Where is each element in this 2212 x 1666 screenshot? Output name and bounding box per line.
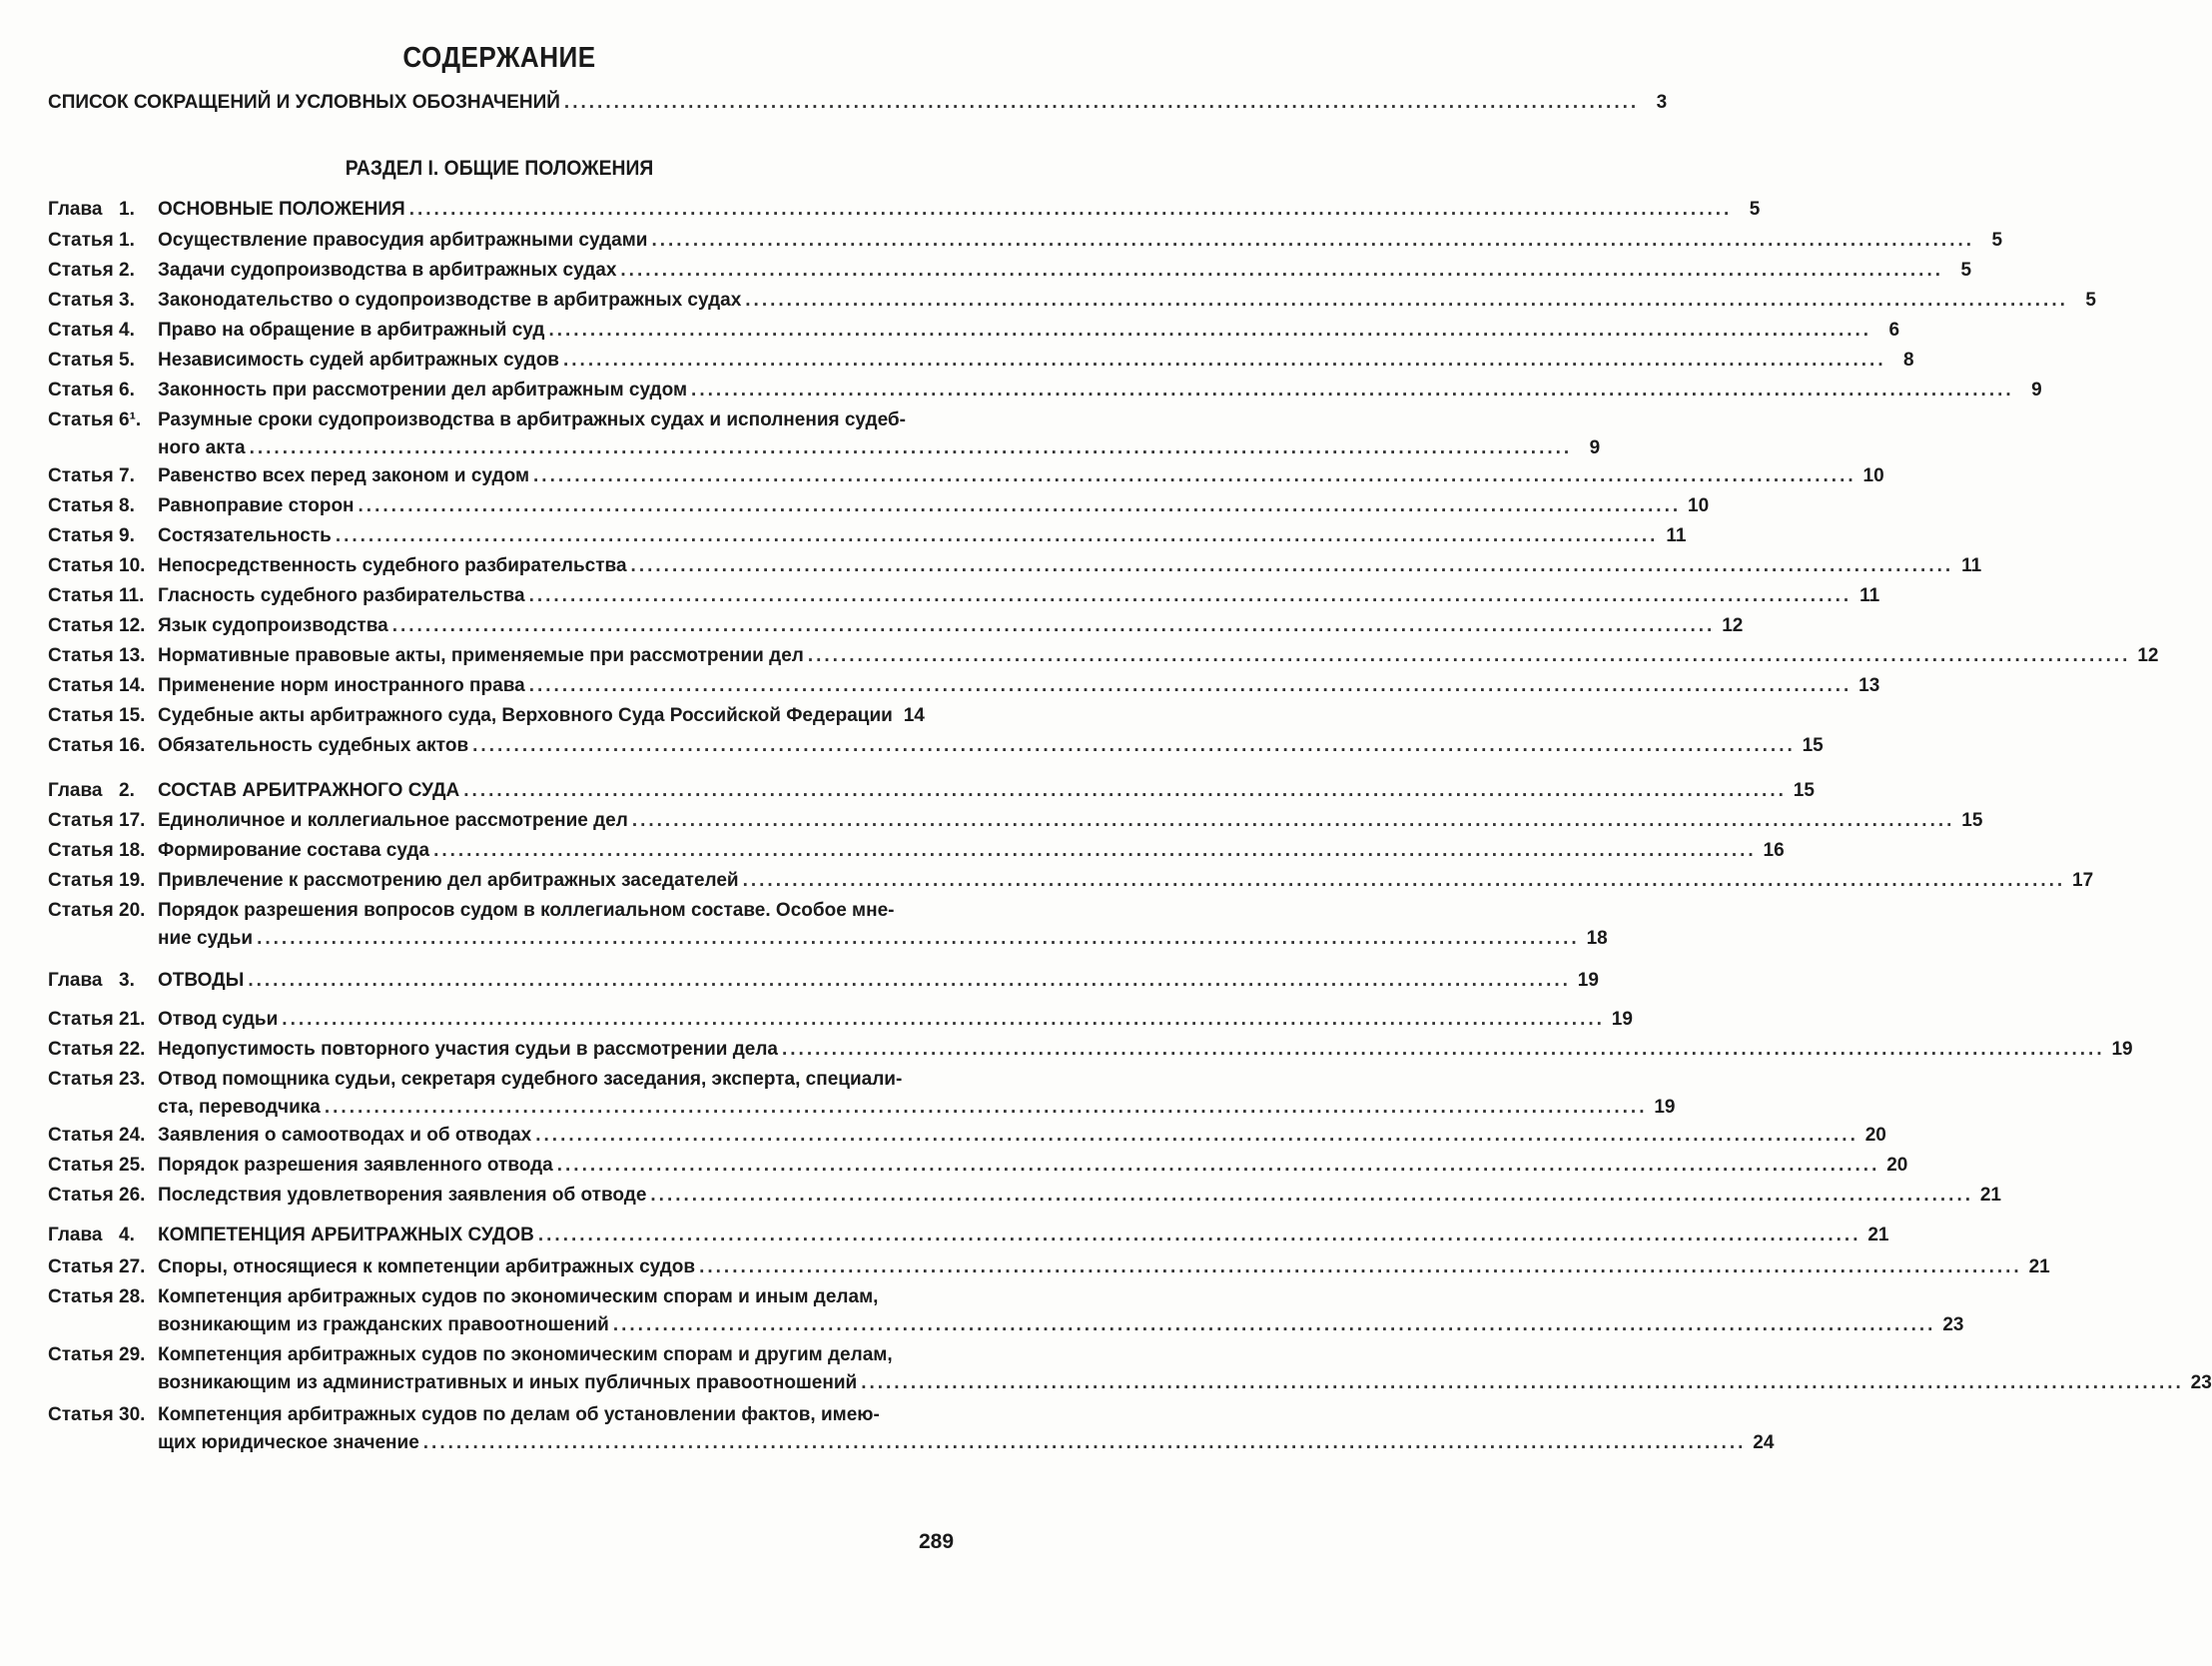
entry-label: Статья	[48, 350, 114, 371]
entry-title-continued: щих юридическое значение	[158, 1432, 419, 1453]
entry-page: 23	[2190, 1372, 2212, 1393]
chapter-row	[48, 195, 1761, 225]
article-row	[48, 836, 1785, 866]
entry-label: Глава	[48, 970, 103, 991]
entry-page: 6	[1888, 320, 1900, 341]
abbreviations-title: СПИСОК СОКРАЩЕНИЙ И УСЛОВНЫХ ОБОЗНАЧЕНИЙ	[48, 92, 560, 113]
entry-line	[158, 286, 2096, 316]
entry-page: 18	[1586, 928, 1608, 949]
entry-label: Статья	[48, 410, 114, 430]
entry-page: 21	[1867, 1225, 1889, 1246]
article-row	[48, 1065, 1676, 1123]
entry-page: 21	[2028, 1256, 2050, 1277]
entry-title-continued: ного акта	[158, 437, 246, 458]
entry-number: 20.	[119, 900, 146, 921]
entry-label: Статья	[48, 380, 114, 401]
entry-title: Разумные сроки судопроизводства в арбитражных судах и исполнения судеб-	[158, 410, 906, 430]
entry-line	[158, 195, 1761, 225]
article-row	[48, 286, 2096, 316]
entry-title: Равенство всех перед законом и судом	[158, 465, 530, 486]
entry-label: Статья	[48, 900, 114, 921]
entry-number: 3.	[119, 290, 135, 311]
article-row	[48, 376, 2042, 406]
article-row	[48, 1282, 1964, 1340]
page-number: 289	[919, 1530, 955, 1553]
leader-dots: ................................................................................................................................................................	[433, 840, 1757, 861]
entry-title: Задачи судопроизводства в арбитражных судах	[158, 260, 617, 281]
entry-page: 15	[1793, 780, 1815, 801]
entry-page: 9	[2031, 380, 2042, 401]
entry-label: Статья	[48, 615, 114, 636]
entry-number: 9.	[119, 525, 135, 546]
leader-dots: ................................................................................................................................................................	[324, 1097, 1648, 1118]
leader-dots: ................................................................................................................................................................	[651, 230, 1975, 251]
entry-line	[158, 671, 1880, 701]
entry-title: Нормативные правовые акты, применяемые при рассмотрении дел	[158, 645, 804, 666]
entry-line	[158, 433, 1601, 463]
entry-number: 6¹.	[119, 410, 142, 430]
entry-title: Язык судопроизводства	[158, 615, 388, 636]
entry-line	[158, 1035, 2133, 1065]
entry-number: 23.	[119, 1069, 146, 1090]
entry-title: Судебные акты арбитражного суда, Верховного Суда Российской Федерации	[158, 705, 893, 726]
leader-dots: ................................................................................................................................................................	[691, 380, 2014, 401]
entry-line	[158, 611, 1744, 641]
entry-label: Статья	[48, 675, 114, 696]
entry-title: Компетенция арбитражных судов по экономическим спорам и иным делам,	[158, 1286, 879, 1307]
article-row	[48, 1005, 1633, 1035]
article-row	[48, 1252, 2050, 1282]
leader-dots: ................................................................................................................................................................	[282, 1009, 1605, 1030]
entry-title: Компетенция арбитражных судов по делам об установлении фактов, имею-	[158, 1404, 880, 1425]
entry-title: Формирование состава суда	[158, 840, 430, 861]
entry-line	[158, 731, 1824, 761]
abbreviations-page: 3	[1656, 92, 1668, 113]
leader-dots: ................................................................................................................................................................	[533, 465, 1856, 486]
entry-number: 22.	[119, 1039, 146, 1060]
entry-title: Споры, относящиеся к компетенции арбитражных судов	[158, 1256, 696, 1277]
article-row	[48, 1181, 2001, 1211]
leader-dots: ................................................................................................................................................................	[408, 199, 1733, 220]
entry-number: 1.	[119, 230, 135, 251]
entry-line	[158, 924, 1608, 954]
entry-title: Независимость судей арбитражных судов	[158, 350, 559, 371]
article-row	[48, 1035, 2133, 1065]
entry-number: 4.	[119, 1225, 135, 1246]
entry-label: Статья	[48, 810, 114, 831]
entry-title-continued: ние судьи	[158, 928, 254, 949]
entry-number: 26.	[119, 1185, 146, 1206]
article-row	[48, 1121, 1886, 1151]
article-row	[48, 896, 1608, 954]
entry-page: 19	[1654, 1097, 1676, 1118]
entry-page: 5	[1749, 199, 1761, 220]
leader-dots: ................................................................................................................................................................	[807, 645, 2131, 666]
leader-dots: ................................................................................................................................................................	[548, 320, 1872, 341]
entry-line	[158, 1093, 1676, 1123]
article-row	[48, 866, 2094, 896]
leader-dots: ................................................................................................................................................................	[612, 1314, 1936, 1335]
entry-page: 20	[1886, 1155, 1908, 1176]
entry-title: Применение норм иностранного права	[158, 675, 525, 696]
entry-page: 12	[2137, 645, 2159, 666]
leader-dots: ................................................................................................................................................................	[631, 810, 1955, 831]
entry-page: 10	[1688, 495, 1710, 516]
leader-dots: ................................................................................................................................................................	[535, 1125, 1858, 1146]
leader-dots: ................................................................................................................................................................	[745, 290, 2068, 311]
article-row	[48, 1151, 1908, 1181]
entry-line	[158, 491, 1710, 521]
entry-label: Статья	[48, 585, 114, 606]
entry-title: Обязательность судебных актов	[158, 735, 469, 756]
entry-line	[158, 376, 2042, 406]
leader-dots: ................................................................................................................................................................	[391, 615, 1716, 636]
entry-label: Статья	[48, 645, 114, 666]
entry-title: КОМПЕТЕНЦИЯ АРБИТРАЖНЫХ СУДОВ	[158, 1225, 534, 1246]
entry-page: 11	[1666, 525, 1687, 546]
entry-line	[158, 1121, 1886, 1151]
entry-line	[158, 641, 2159, 671]
entry-label: Статья	[48, 1155, 114, 1176]
leader-dots: ................................................................................................................................................................	[537, 1225, 1861, 1246]
entry-number: 1.	[119, 199, 135, 220]
entry-title-continued: возникающим из гражданских правоотношений	[158, 1314, 609, 1335]
entry-title-continued: возникающим из административных и иных публичных правоотношений	[158, 1372, 858, 1393]
entry-page: 5	[1991, 230, 2003, 251]
entry-title: Последствия удовлетворения заявления об отводе	[158, 1185, 647, 1206]
leader-dots: ................................................................................................................................................................	[422, 1432, 1747, 1453]
entry-number: 13.	[119, 645, 146, 666]
entry-line	[158, 1368, 2212, 1398]
entry-title: СОСТАВ АРБИТРАЖНОГО СУДА	[158, 780, 460, 801]
entry-page: 19	[1577, 970, 1599, 991]
entry-line	[158, 701, 925, 731]
entry-label: Статья	[48, 1286, 114, 1307]
entry-title: Отвод судьи	[158, 1009, 279, 1030]
entry-page: 19	[1611, 1009, 1633, 1030]
entry-title: Законность при рассмотрении дел арбитражным судом	[158, 380, 688, 401]
entry-line	[158, 866, 2094, 896]
entry-number: 11.	[119, 585, 145, 606]
leader-dots: ................................................................................................................................................................	[620, 260, 1944, 281]
entry-number: 14.	[119, 675, 146, 696]
entry-line	[158, 806, 1983, 836]
entry-line	[158, 226, 2003, 256]
leader-dots: ................................................................................................................................................................	[472, 735, 1796, 756]
article-row	[48, 316, 1900, 346]
entry-title: Компетенция арбитражных судов по экономическим спорам и другим делам,	[158, 1344, 893, 1365]
article-row	[48, 731, 1824, 761]
entry-label: Статья	[48, 735, 114, 756]
entry-page: 19	[2111, 1039, 2133, 1060]
entry-title: Непосредственность судебного разбирательства	[158, 555, 627, 576]
entry-page: 5	[2085, 290, 2096, 311]
entry-title: Отвод помощника судьи, секретаря судебного заседания, эксперта, специали-	[158, 1069, 903, 1090]
leader-dots: ................................................................................................................................................................	[699, 1256, 2022, 1277]
entry-label: Статья	[48, 1069, 114, 1090]
entry-label: Статья	[48, 290, 114, 311]
article-row	[48, 611, 1744, 641]
entry-title: Единоличное и коллегиальное рассмотрение дел	[158, 810, 628, 831]
entry-number: 27.	[119, 1256, 146, 1277]
section-heading: РАЗДЕЛ I. ОБЩИЕ ПОЛОЖЕНИЯ	[345, 157, 654, 180]
entry-line	[158, 346, 1914, 376]
entry-label: Статья	[48, 555, 114, 576]
article-row	[48, 346, 1914, 376]
leader-dots: ................................................................................................................................................................	[563, 350, 1886, 371]
entry-line	[158, 256, 1972, 286]
entry-number: 2.	[119, 780, 135, 801]
entry-page: 11	[1961, 555, 1982, 576]
entry-label: Статья	[48, 1404, 114, 1425]
entry-page: 14	[903, 705, 925, 726]
entry-page: 23	[1942, 1314, 1964, 1335]
entry-number: 21.	[119, 1009, 146, 1030]
entry-label: Глава	[48, 780, 103, 801]
entry-page: 5	[1960, 260, 1972, 281]
entry-line	[158, 551, 1982, 581]
entry-number: 6.	[119, 380, 135, 401]
entry-number: 5.	[119, 350, 135, 371]
entry-page: 15	[1802, 735, 1824, 756]
entry-line	[158, 1310, 1964, 1340]
article-row	[48, 806, 1983, 836]
entry-page: 16	[1763, 840, 1785, 861]
entry-number: 3.	[119, 970, 135, 991]
entry-label: Глава	[48, 1225, 103, 1246]
entry-page: 13	[1858, 675, 1880, 696]
entry-number: 10.	[119, 555, 146, 576]
entry-label: Статья	[48, 1185, 114, 1206]
entry-line	[158, 1221, 1889, 1250]
entry-page: 21	[1979, 1185, 2001, 1206]
entry-label: Статья	[48, 465, 114, 486]
entry-title: ОТВОДЫ	[158, 970, 245, 991]
entry-page: 11	[1859, 585, 1880, 606]
entry-number: 28.	[119, 1286, 146, 1307]
entry-line	[158, 1005, 1633, 1035]
entry-label: Статья	[48, 1125, 114, 1146]
article-row	[48, 491, 1710, 521]
entry-number: 2.	[119, 260, 135, 281]
entry-page: 20	[1864, 1125, 1886, 1146]
entry-number: 7.	[119, 465, 135, 486]
entry-page: 12	[1722, 615, 1744, 636]
entry-label: Статья	[48, 320, 114, 341]
entry-number: 30.	[119, 1404, 146, 1425]
article-row	[48, 701, 925, 731]
entry-label: Статья	[48, 1256, 114, 1277]
article-row	[48, 641, 2159, 671]
entry-number: 15.	[119, 705, 146, 726]
article-row	[48, 671, 1880, 701]
leader-dots: ................................................................................................................................................................	[463, 780, 1787, 801]
entry-number: 16.	[119, 735, 146, 756]
leader-dots: ................................................................................................................................................................	[742, 870, 2066, 891]
entry-page: 9	[1589, 437, 1601, 458]
entry-line	[158, 1181, 2001, 1211]
chapter-row	[48, 966, 1599, 996]
entry-number: 4.	[119, 320, 135, 341]
entry-page: 8	[1903, 350, 1914, 371]
entry-line	[158, 966, 1599, 996]
entry-line	[158, 1252, 2050, 1282]
entry-label: Статья	[48, 1344, 114, 1365]
leader-dots: ................................................................................................................................................................	[528, 675, 1852, 696]
entry-title: Порядок разрешения заявленного отвода	[158, 1155, 553, 1176]
entry-title-continued: ста, переводчика	[158, 1097, 321, 1118]
entry-number: 24.	[119, 1125, 146, 1146]
entry-number: 19.	[119, 870, 146, 891]
entry-label: Статья	[48, 870, 114, 891]
leader-dots: ................................................................................................................................................................	[781, 1039, 2105, 1060]
leader-dots: ................................................................................................................................................................	[630, 555, 1954, 576]
entry-line	[158, 581, 1880, 611]
entry-label: Статья	[48, 840, 114, 861]
leader-dots: ................................................................................................................................................................	[249, 437, 1573, 458]
article-row	[48, 581, 1880, 611]
leader-dots: ................................................................................................................................................................	[358, 495, 1682, 516]
entry-title: Состязательность	[158, 525, 332, 546]
entry-title: Гласность судебного разбирательства	[158, 585, 525, 606]
entry-title: Заявления о самоотводах и об отводах	[158, 1125, 532, 1146]
entry-title: Равноправие сторон	[158, 495, 355, 516]
page-title: СОДЕРЖАНИЕ	[402, 42, 596, 74]
entry-label: Статья	[48, 260, 114, 281]
entry-title: ОСНОВНЫЕ ПОЛОЖЕНИЯ	[158, 199, 405, 220]
leader-dots: ................................................................................................................................................................	[335, 525, 1659, 546]
article-row	[48, 521, 1687, 551]
entry-number: 8.	[119, 495, 135, 516]
entry-page: 24	[1753, 1432, 1775, 1453]
entry-line	[158, 316, 1900, 346]
leader-dots: ..................................................................................................................................	[563, 92, 1640, 113]
entry-page: 17	[2072, 870, 2094, 891]
article-row	[48, 406, 1601, 463]
abbreviations-line	[48, 88, 1668, 118]
entry-line	[158, 836, 1785, 866]
article-row	[48, 461, 1884, 491]
leader-dots: ................................................................................................................................................................	[528, 585, 1852, 606]
entry-title: Порядок разрешения вопросов судом в коллегиальном составе. Особое мне-	[158, 900, 895, 921]
entry-label: Статья	[48, 705, 114, 726]
chapter-row	[48, 776, 1815, 806]
entry-title: Право на обращение в арбитражный суд	[158, 320, 545, 341]
leader-dots: ................................................................................................................................................................	[556, 1155, 1880, 1176]
entry-line	[158, 1151, 1908, 1181]
entry-line	[158, 776, 1815, 806]
entry-title: Привлечение к рассмотрению дел арбитражных заседателей	[158, 870, 739, 891]
article-row	[48, 1400, 1775, 1458]
entry-page: 10	[1862, 465, 1884, 486]
article-row	[48, 551, 1982, 581]
entry-number: 25.	[119, 1155, 146, 1176]
entry-line	[158, 461, 1884, 491]
entry-line	[158, 521, 1687, 551]
entry-page: 15	[1961, 810, 1983, 831]
entry-number: 17.	[119, 810, 146, 831]
chapter-row	[48, 1221, 1889, 1250]
article-row	[48, 256, 1972, 286]
leader-dots: ................................................................................................................................................................	[248, 970, 1571, 991]
entry-line	[158, 1428, 1775, 1458]
leader-dots: ................................................................................................................................................................	[650, 1185, 1973, 1206]
leader-dots: ................................................................................................................................................................	[257, 928, 1580, 949]
entry-label: Глава	[48, 199, 103, 220]
entry-label: Статья	[48, 1009, 114, 1030]
entry-number: 18.	[119, 840, 146, 861]
entry-title: Недопустимость повторного участия судьи в рассмотрении дела	[158, 1039, 778, 1060]
entry-title: Законодательство о судопроизводстве в арбитражных судах	[158, 290, 742, 311]
article-row	[48, 226, 2003, 256]
entry-number: 29.	[119, 1344, 146, 1365]
article-row	[48, 1340, 2212, 1398]
entry-label: Статья	[48, 230, 114, 251]
entry-title: Осуществление правосудия арбитражными судами	[158, 230, 648, 251]
entry-number: 12.	[119, 615, 146, 636]
entry-label: Статья	[48, 1039, 114, 1060]
entry-label: Статья	[48, 525, 114, 546]
leader-dots: ................................................................................................................................................................	[861, 1372, 2184, 1393]
entry-label: Статья	[48, 495, 114, 516]
